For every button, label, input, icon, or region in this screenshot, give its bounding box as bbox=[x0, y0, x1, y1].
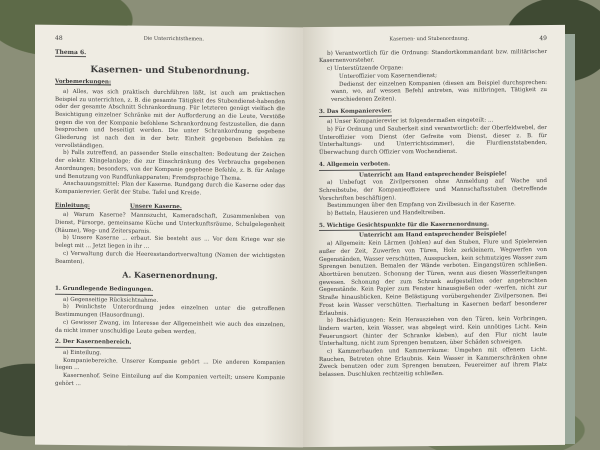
section-heading: 5. Wichtige Gesichtspunkte für die Kasernenordnung. bbox=[319, 221, 489, 231]
line: a) Einteilung. bbox=[63, 349, 102, 357]
instruction-note: Unterricht am Hand entsprechender Beispiele! bbox=[359, 170, 507, 179]
line: b) Für Ordnung und Sauberkeit sind verantwortlich: der Oberfeldwebel, der Unteroffizier vom Dienst (der Gefreite vom Dienst, dieser z. B. für Unterhaltungs- und Unterrichtszimmer), die Flurdienststabenden, Überwachung durch Offizier vom Wochendienst. bbox=[319, 125, 547, 157]
paragraph: a) Alles, was sich praktisch durchführen läßt, ist auch am praktischen Beispiel zu unterrichten, z. B. die gesamte Tätigkeit des Stubendienst-habenden oder der gesamte Abschnitt Schrankordnung. Für letzteren genügt vielfach die Besichtigung einzelner Schränke mit der Aufforderung an die Leute, Verstöße gegen die von der Kompanie befohlene Schrankordnung festzustellen, die dann besprochen und beseitigt werden. Die unter Schrankordnung gegebene Gliederung ist nach den in der betr. Einheit gegebenen Befehlen zu vervollständigen. bbox=[55, 88, 285, 150]
item-heading: 2. Der Kasernenbereich. bbox=[55, 339, 131, 349]
section-heading: 4. Allgemein verboten. bbox=[319, 161, 390, 170]
line: b) Peinlichste Unterordnung jedes einzelnen unter die getroffenen Bestimmungen (Hausordnung). bbox=[55, 304, 285, 319]
einleitung-heading: Einleitung: bbox=[55, 202, 90, 209]
book-cover-edge bbox=[565, 34, 575, 444]
running-header bbox=[55, 35, 285, 45]
line: a) Unbefugt von Zivilpersonen ohne Anmeldung auf Wache und Schreibstube, der Kompanieoffiziere und Mannschaftsstuben (betreffende Vorschriften beschäftigen). bbox=[319, 178, 547, 202]
paragraph: b) Unsere Kaserne ... erbaut. Sie besteht aus ... Vor dem Kriege war sie belegt mit ... Jetzt liegen in ihr ... bbox=[55, 235, 285, 250]
vorbemerkungen-heading: Vorbemerkungen: bbox=[55, 78, 112, 86]
section-heading: A. Kasernenordnung. bbox=[122, 269, 218, 281]
line: Kasernenhof. Seine Einteilung auf die Kompanien verteilt; unsere Kompanie gehört ... bbox=[55, 372, 285, 387]
instruction-note: Unterricht am Hand entsprechender Beispiele! bbox=[359, 231, 507, 240]
paragraph: b) Falls zutreffend, an passender Stelle einschalten: Bedeutung der Zeichen der elektr. Klingelanlage; die zur Einschränkung des Verbrauchs gegebenen Anordnungen; besonders, von der Kompanie gegebene Befehle, z. B. für Anlage und Benutzung von Rundfunkapparaten; Fremdsprachige Thema. bbox=[55, 150, 285, 182]
line: Kompaniebereiche. Unserer Kompanie gehört ... Die anderen Kompanien liegen ... bbox=[55, 357, 285, 372]
open-book bbox=[35, 26, 573, 446]
line: a) Allgemein: Kein Lärmen (Johlen) auf den Stuben, Flure und Spielereien außer der Zeit, Zuwerfen von Türen, Holz zerkleinern, Wegwerfen von Gegenständen, Wasser verschütten, Ausspucken, kein schmutziges Wasser zum Sprengen benutzen. Bemalen der Wände verboten. Eingangstüren schließen. Aborttüren benutzen. Schonung der Türen, wenn aus diesen Wasserleitungen gewesen. Schonung der zum Schrank aufgestellten oder angebrachten Gegenstände. Kein Papier zum Fenster hinausgießen oder -werfen, nicht zur Straße hinausblicken. Keine Belästigung vorübergehender Zivilpersonen. Bei Frost kein Wasser verschütten. Tierhaltung in Kasernen bedarf besonderer Erlaubnis. bbox=[319, 239, 547, 317]
line: b) Beschädigungen: Kein Herausziehen von den Türen, kein Vorbringen, lindern warten, kein Wasser, was abgelegt wird. Kein unnötiges Licht. Kein Feuerungsort (hinter der Schranke kleben), auf den Flur nicht laute Unterhaltung, nicht zum Sprengen benutzen, über Schäden schweigen. bbox=[319, 316, 547, 348]
paragraph: c) Verwaltung durch die Heeresstandortverwaltung (Namen der wichtigsten Beamten). bbox=[55, 250, 285, 265]
paragraph: Anschauungsmittel: Plan der Kaserne. Rundgang durch die Kaserne oder das Kompanierevier. Gerät der Stube. Tafel und Kreide. bbox=[55, 181, 285, 197]
line: c) Unterstützende Organe: bbox=[327, 65, 404, 73]
right-page bbox=[303, 25, 565, 447]
paragraph: a) Warum Kaserne? Mannszucht, Kameradschaft, Zusammenleben von Dienst, Fürsorge, gemeinsame Küche und Unterkunftsräume, Schulgelegenheit (Räume), Weg- und Zeitersparnis. bbox=[55, 212, 285, 235]
running-head: Die Unterrichtsthemen. bbox=[143, 35, 204, 43]
line: a) Gegenseitige Rücksichtnahme. bbox=[63, 296, 159, 304]
line: c) Kammerbauden und Kammerräume: Umgehen mit offenem Licht. Rauchen, Betreten ohne Erlaubnis. Kein Wasser in Kammerschränken ohne Zweck benutzen oder zum Sprengen benutzen, Feuereimer auf ihrem Platz belassen. Duschluken rechtzeitig schließen. bbox=[319, 347, 547, 379]
line: Bestimmungen über den Empfang von Zivilbesuch in der Kaserne. bbox=[327, 201, 516, 210]
page-title: Kasernen- und Stubenordnung. bbox=[90, 65, 250, 78]
item-heading: 1. Grundlegende Bedingungen. bbox=[55, 286, 153, 296]
line: Unteroffizier vom Kasernendienst; bbox=[339, 72, 437, 80]
line: c) Gewisser Zwang, im Interesse der Allgemeinheit wie auch des einzelnen, da nicht immer unschuldige Leute geben werden. bbox=[55, 319, 285, 335]
line: b) Betteln, Hausieren und Handeltreiben. bbox=[327, 209, 446, 217]
running-header bbox=[319, 35, 547, 45]
line: a) Unser Kompanierevier ist folgendermaßen eingeteilt: ... bbox=[327, 117, 494, 126]
left-page bbox=[35, 25, 303, 448]
line: Dedienst der einzelnen Kompanien (diesen am Beispiel durchsprechen: wann, wo, auf wessen Befehl antreten, was mitbringen, Tätigkeit zu verschiedenen Zeiten). bbox=[331, 79, 547, 103]
page-number: 48 bbox=[55, 34, 63, 42]
line: b) Verantwortlich für die Ordnung: Standortkommandant bzw. militärischer Kasernenvorsteher. bbox=[319, 48, 547, 65]
running-head: Kasernen- und Stubenordnung. bbox=[389, 35, 469, 43]
section-heading: 3. Das Kompanierevier. bbox=[319, 108, 392, 117]
page-number: 49 bbox=[539, 35, 547, 43]
einleitung-subheading: Unsere Kaserne. bbox=[129, 203, 182, 210]
thema-label: Thema 6. bbox=[55, 48, 87, 56]
